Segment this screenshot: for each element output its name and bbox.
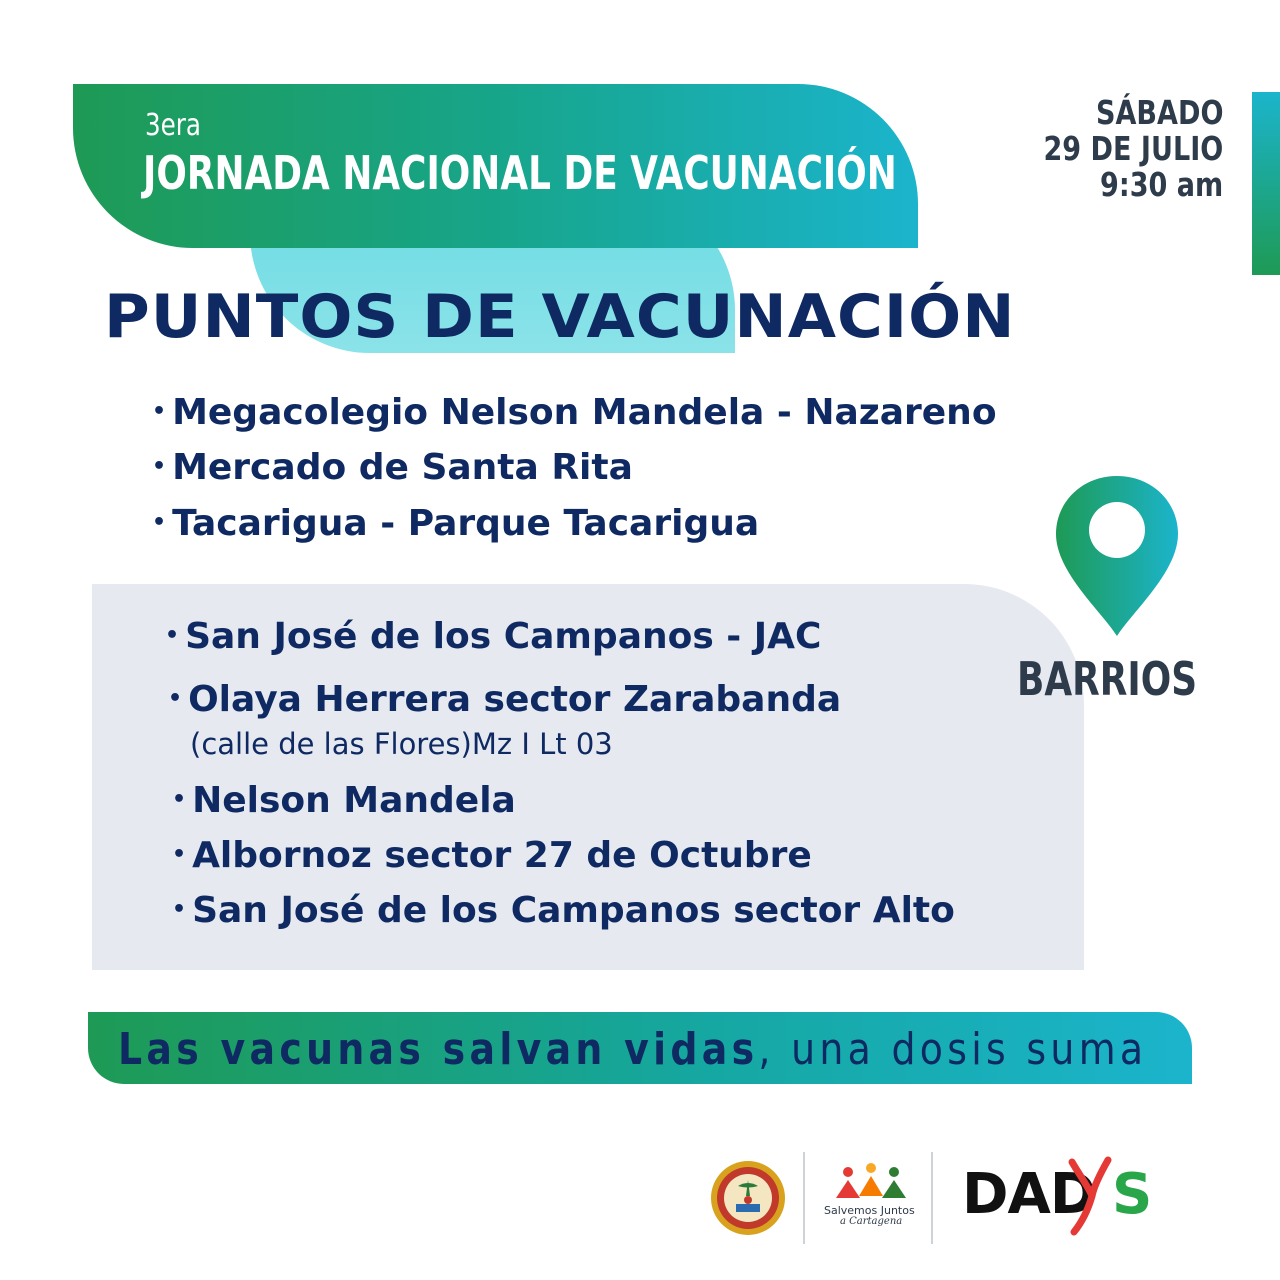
page-title: PUNTOS DE VACUNACIÓN bbox=[104, 282, 1016, 352]
bullet: • bbox=[152, 509, 167, 535]
barrio-item-label: San José de los Campanos - JAC bbox=[185, 616, 822, 657]
right-accent-bar bbox=[1252, 92, 1280, 275]
header-subtitle: 3era bbox=[145, 108, 201, 143]
list-item bbox=[152, 503, 759, 544]
barrio-item-label: San José de los Campanos sector Alto bbox=[192, 890, 955, 931]
barrio-item bbox=[172, 890, 955, 931]
barrio-item bbox=[168, 679, 841, 720]
barrio-item-label: Nelson Mandela bbox=[192, 780, 516, 821]
slogan-regular: , una dosis suma bbox=[758, 1024, 1148, 1075]
barrio-item bbox=[172, 780, 516, 821]
event-day: SÁBADO bbox=[1095, 93, 1223, 132]
salvemos-text-line2: a Cartagena bbox=[840, 1216, 903, 1227]
footer-divider bbox=[803, 1152, 805, 1244]
barrios-label: BARRIOS bbox=[1017, 652, 1198, 706]
barrio-item-label: Olaya Herrera sector Zarabanda bbox=[188, 679, 842, 720]
barrio-item bbox=[165, 616, 821, 657]
salvemos-people-logo bbox=[826, 1162, 916, 1206]
barrio-item bbox=[172, 835, 812, 876]
bullet: • bbox=[172, 786, 187, 812]
dadis-logo bbox=[962, 1162, 1153, 1227]
header-title: JORNADA NACIONAL DE VACUNACIÓN bbox=[143, 146, 897, 200]
dadis-suffix: S bbox=[1112, 1162, 1153, 1227]
location-pin-icon bbox=[1052, 472, 1182, 640]
slogan bbox=[118, 1024, 1147, 1075]
list-item-label: Mercado de Santa Rita bbox=[172, 447, 633, 488]
event-time: 9:30 am bbox=[1099, 165, 1223, 204]
event-date: 29 DE JULIO bbox=[1043, 129, 1223, 168]
bullet: • bbox=[172, 896, 187, 922]
bullet: • bbox=[152, 398, 167, 424]
barrio-item-detail: (calle de las Flores)Mz I Lt 03 bbox=[190, 727, 613, 761]
dadis-prefix: DAD bbox=[962, 1162, 1096, 1227]
bullet: • bbox=[172, 841, 187, 867]
slogan-bold: Las vacunas salvan vidas bbox=[118, 1024, 759, 1075]
list-item-label: Tacarigua - Parque Tacarigua bbox=[172, 503, 760, 544]
bullet: • bbox=[165, 622, 180, 648]
list-item bbox=[152, 392, 997, 433]
list-item-label: Megacolegio Nelson Mandela - Nazareno bbox=[172, 392, 997, 433]
bullet: • bbox=[168, 685, 183, 711]
barrio-item-label: Albornoz sector 27 de Octubre bbox=[192, 835, 812, 876]
salvemos-text-line1: Salvemos Juntos bbox=[824, 1204, 915, 1217]
city-seal-logo bbox=[710, 1160, 786, 1236]
dadis-figure-logo bbox=[1066, 1156, 1116, 1236]
list-item bbox=[152, 447, 633, 488]
bullet: • bbox=[152, 453, 167, 479]
footer-divider bbox=[931, 1152, 933, 1244]
